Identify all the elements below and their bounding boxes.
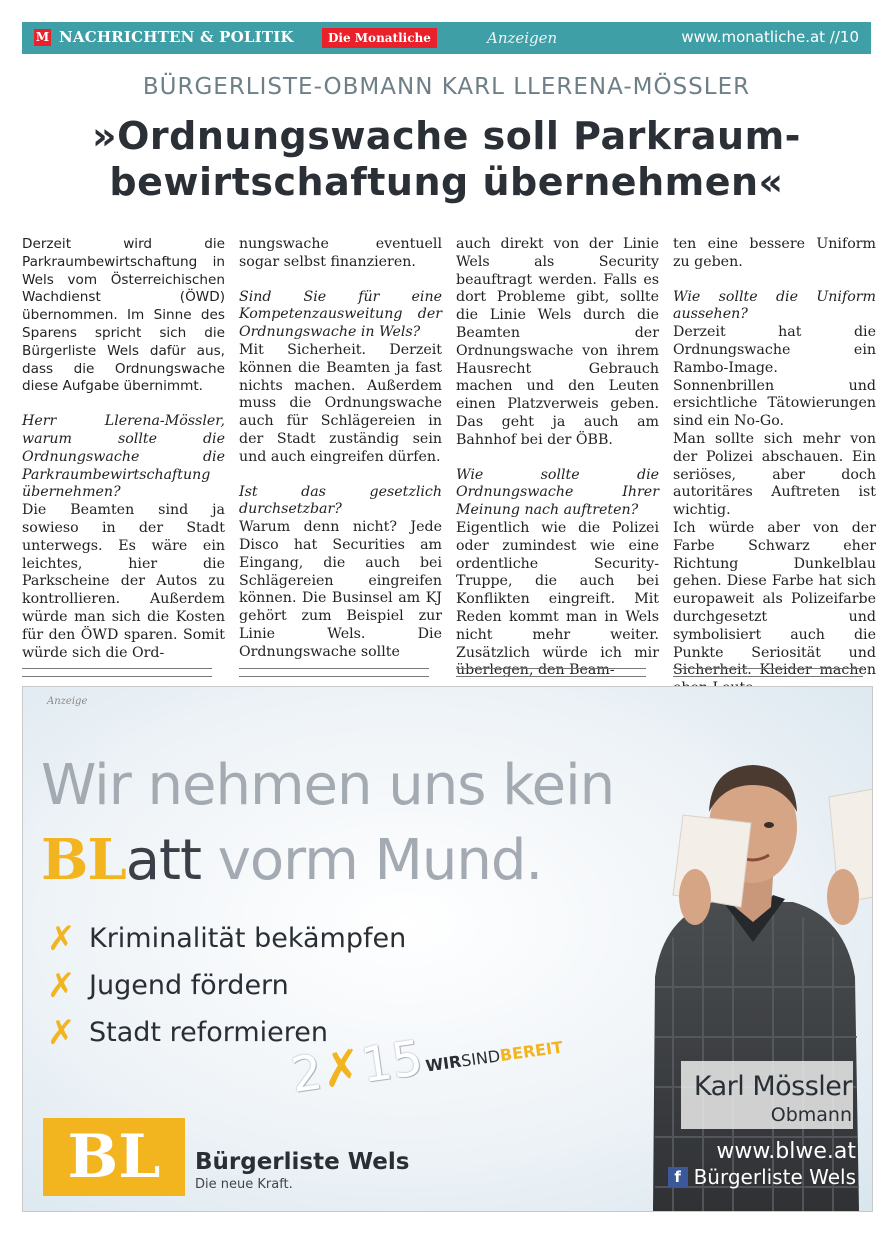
interview-answer: ten eine bessere Uniform zu geben.: [673, 236, 876, 270]
interview-question: Herr Llerena-Mössler, warum sollte die Ordnungswache die Parkraumbewirtschaftung übernehmen?: [22, 413, 225, 501]
slogan-att: att: [125, 828, 201, 893]
advertisement: [22, 686, 873, 1212]
facebook-icon: f: [668, 1167, 688, 1187]
party-name: Bürgerliste Wels: [195, 1149, 410, 1175]
interview-answer: Man sollte sich mehr von der Polizei abschauen. Ein seriöses, aber doch autoritäres Auftreten ist wichtig.: [673, 430, 876, 519]
candidate-role: Obmann: [770, 1104, 852, 1126]
article-column-3: [456, 236, 659, 680]
interview-question: Ist das gesetzlich durchsetzbar?: [239, 483, 442, 518]
wir-sind-bereit: WIRSINDBEREIT: [424, 1037, 564, 1076]
magazine-logo-icon: M: [35, 30, 50, 44]
ad-bullet: Kriminalität bekämpfen: [89, 923, 407, 954]
header-url-page: www.monatliche.at //10: [681, 28, 859, 46]
article-column-2: [239, 236, 442, 662]
interview-answer: auch direkt von der Linie Wels als Security beauftragt werden. Falls es dort Probleme gibt, sollte die Linie Wels durch die Beamten der Ordnungswache von ihrem Hausrecht Gebrauch machen und den Leuten einen Platzverweis geben. Das geht ja auch am Bahnhof bei der ÖBB.: [456, 236, 659, 448]
headline-line-1: »Ordnungswache soll Parkraum-: [92, 114, 801, 158]
ad-slogan-line-2: [41, 827, 542, 893]
ad-bullet: Stadt reformieren: [89, 1017, 328, 1048]
interview-answer: Ich würde aber von der Farbe Schwarz eher Richtung Dunkelblau gehen. Diese Farbe hat sich europaweit als Polizeifarbe durchgesetzt und symbolisiert auch die Punkte Seriosität und Sicherheit. Kleider machen: [673, 519, 876, 679]
slogan-bl: BL: [41, 827, 126, 893]
page-header: [22, 22, 871, 54]
candidate-name: Karl Mössler: [693, 1071, 852, 1102]
party-tagline: Die neue Kraft.: [195, 1177, 293, 1192]
interview-question: Wie sollte die Ordnungswache Ihrer Meinung nach auftreten?: [456, 466, 659, 519]
interview-question: Sind Sie für eine Kompetenzausweitung der Ordnungswache in Wels?: [239, 288, 442, 341]
ad-slogan-line-1: Wir nehmen uns kein: [41, 753, 615, 818]
slogan-rest: vorm Mund.: [200, 828, 543, 893]
header-ad-label: Anzeigen: [487, 29, 558, 47]
article-intro: Derzeit wird die Parkraumbewirtschaftung in Wels vom Österreichischen Wachdienst (ÖWD) übernommen. Im Sinne des Sparens spricht sich die Bürgerliste Wels dafür aus, dass die Ordnungswache diese Aufgabe übernimmt.: [22, 236, 225, 395]
party-website: www.blwe.at: [716, 1139, 856, 1164]
article-kicker: BÜRGERLISTE-OBMANN KARL LLERENA-MÖSSLER: [142, 74, 751, 100]
party-facebook: f Bürgerliste Wels: [668, 1165, 856, 1189]
interview-question: Wie sollte die Uniform aussehen?: [673, 288, 876, 323]
interview-answer: Warum denn nicht? Jede Disco hat Securities am Eingang, die auch bei Schlägereien eingreifen können. Die Businsel am KJ gehört zum Beispiel zur Linie Wels. Die Ordnungswache sollte: [239, 519, 442, 660]
article-headline: [22, 113, 871, 205]
check-icon: ✗: [47, 966, 76, 1006]
interview-answer: Eigentlich wie die Polizei oder zumindest wie eine ordentliche Security-Truppe, die auch bei Konflikten eingreift. Mit Reden kommt man in Wels nicht mehr weiter. Zusätzlich würde ich mir überlegen, den Beam-: [456, 519, 659, 679]
headline-line-2: bewirtschaftung übernehmen«: [109, 160, 784, 204]
election-year: 2✗15: [287, 1030, 427, 1104]
brand-badge: Die Monatliche: [322, 28, 437, 48]
column-divider-rules: [22, 668, 871, 678]
interview-answer: Die Beamten sind ja sowieso in der Stadt unterwegs. Es wäre ein leichtes, hier die Parkscheine der Autos zu kontrollieren. Außerdem würde man sich die Kosten für den ÖWD sparen. Somit würde sich die Ord-: [22, 502, 225, 661]
ad-bullet: Jugend fördern: [89, 970, 289, 1001]
article-column-4: [673, 236, 876, 698]
year-check-icon: ✗: [317, 1038, 366, 1100]
interview-answer: nungswache eventuell sogar selbst finanzieren.: [239, 236, 442, 270]
article-column-1: [22, 236, 225, 662]
interview-answer: Mit Sicherheit. Derzeit können die Beamten ja fast nichts machen. Außerdem muss die Ordnungswache auch für Schlägereien in der Stadt zuständig sein und auch eingreifen dürfen.: [239, 341, 442, 465]
section-title: NACHRICHTEN & POLITIK: [59, 28, 294, 46]
party-logo: BL: [43, 1118, 185, 1196]
check-icon: ✗: [47, 919, 76, 959]
interview-answer: Derzeit hat die Ordnungswache ein Rambo-Image. Sonnenbrillen und ersichtliche Tätowierungen sind ein No-Go.: [673, 324, 876, 430]
check-icon: ✗: [47, 1013, 76, 1053]
ad-label: Anzeige: [47, 696, 88, 707]
